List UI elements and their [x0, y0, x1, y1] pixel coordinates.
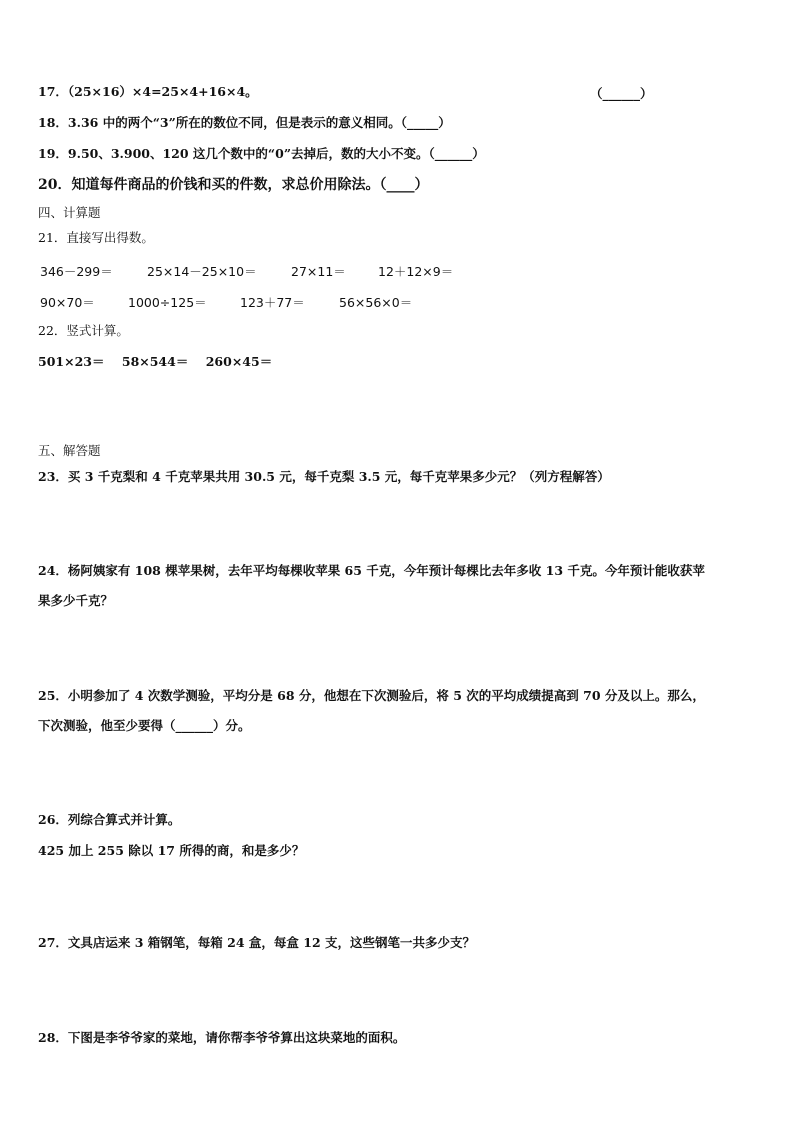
question-27: 27．文具店运来 3 箱钢笔，每箱 24 盒，每盒 12 支，这些钢笔一共多少支？ — [38, 935, 475, 950]
expression: 123＋77＝ — [240, 295, 305, 310]
expression: 346－299＝ — [40, 264, 113, 279]
expression: 56×56×0＝ — [339, 295, 413, 310]
question-26-title: 26．列综合算式并计算。 — [38, 812, 181, 827]
question-19: 19．9.50、3.900、120 这几个数中的“0”去掉后，数的大小不变。（______） — [38, 146, 485, 161]
question-22-title: 22．竖式计算。 — [38, 323, 129, 338]
question-17: 17．（25×16）×4=25×4+16×4。 — [38, 84, 258, 99]
expression: 90×70＝ — [40, 295, 95, 310]
section-5-title: 五、解答题 — [38, 443, 101, 458]
question-20: 20．知道每件商品的价钱和买的件数，求总价用除法。（____） — [38, 177, 429, 193]
expression: 12＋12×9＝ — [378, 264, 454, 279]
answer-blank-17[interactable]: （______） — [590, 86, 653, 101]
question-24-line-2: 果多少千克？ — [38, 593, 114, 608]
question-23: 23．买 3 千克梨和 4 千克苹果共用 30.5 元，每千克梨 3.5 元，每千克苹果多少元？（列方程解答） — [38, 469, 610, 484]
expression: 1000÷125＝ — [128, 295, 207, 310]
question-28: 28．下图是李爷爷家的菜地，请你帮李爷爷算出这块菜地的面积。 — [38, 1030, 406, 1045]
expression: 25×14－25×10＝ — [147, 264, 257, 279]
question-25-line-2: 下次测验，他至少要得（______）分。 — [38, 718, 251, 733]
question-18: 18．3.36 中的两个“3”所在的数位不同，但是表示的意义相同。（_____） — [38, 115, 451, 130]
section-4-title: 四、计算题 — [38, 205, 101, 220]
question-24-line-1: 24．杨阿姨家有 108 棵苹果树，去年平均每棵收苹果 65 千克，今年预计每棵比去年多收 13 千克。今年预计能收获苹 — [38, 563, 705, 578]
question-21-title: 21．直接写出得数。 — [38, 230, 154, 245]
question-25-line-1: 25．小明参加了 4 次数学测验，平均分是 68 分，他想在下次测验后，将 5 次的平均成绩提高到 70 分及以上。那么， — [38, 688, 705, 703]
question-22-problems: 501×23＝ 58×544＝ 260×45＝ — [38, 354, 273, 369]
expression: 27×11＝ — [291, 264, 346, 279]
question-26-text: 425 加上 255 除以 17 所得的商，和是多少？ — [38, 843, 305, 858]
